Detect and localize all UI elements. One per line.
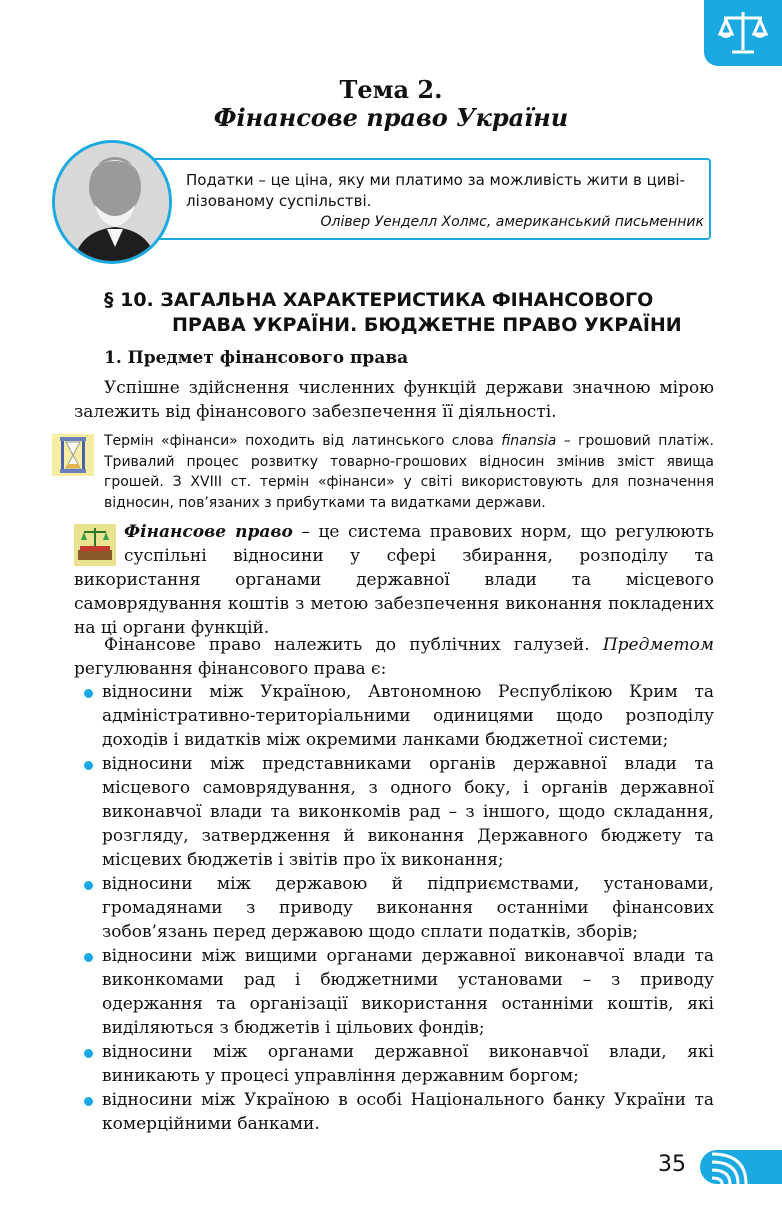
subject-pre: Фінансове право належить до публічних галузей. (104, 635, 603, 655)
bullet-dot-icon (84, 1049, 93, 1058)
info-note-pre: Термін «фінанси» походить від латинського слова (104, 433, 502, 449)
epigraph-author: Олівер Уенделл Холмс, американський письменник (320, 214, 704, 230)
list-item: відносини між представниками органів державної влади та місцевого самоврядування, з одного боку, і органів державної виконавчої влади та виконкомів рад – з іншого, щодо складання, розгляду, затвердження й виконання Державного бюджету та місцевих бюджетів і звітів про їх виконання; (78, 752, 714, 872)
subject-paragraph (74, 633, 714, 681)
list-item: відносини між вищими органами державної виконавчої влади та виконкомами рад і бюджетними установами – з приводу одержання та організації використання останніми коштів, які виділяються з бюджетів і цільових фондів; (78, 944, 714, 1040)
subject-post: регулювання фінансового права є: (74, 659, 387, 679)
page-tab (700, 1150, 782, 1184)
theme-title: Тема 2. (339, 75, 443, 104)
definition-paragraph (74, 520, 714, 640)
page-number: 35 (658, 1152, 686, 1177)
epigraph-text: Податки – це ціна, яку ми платимо за можливість жити в циві-лізованому суспільстві. (186, 171, 685, 210)
author-portrait (52, 140, 172, 264)
info-note (104, 431, 714, 513)
scales-icon (716, 6, 770, 60)
list-item: відносини між державою й підприємствами, установами, громадянами з приводу виконання останніми фінансових зобов’язань перед державою щодо сплати податків, зборів; (78, 872, 714, 944)
bullet-dot-icon (84, 689, 93, 698)
info-note-post: – грошовий платіж. Тривалий процес розвитку товарно-грошових відносин змінив зміст явища грошей. З XVIII ст. термін «фінанси» у світі використовують для позначення відносин, пов’язаних з прибутками та видатками держави. (104, 433, 714, 511)
bullet-dot-icon (84, 881, 93, 890)
signal-icon (708, 1150, 758, 1184)
subject-term: Предметом (602, 635, 714, 655)
info-note-term: finansia (501, 433, 557, 449)
bullet-dot-icon (84, 761, 93, 770)
section-heading-line1: § 10. ЗАГАЛЬНА ХАРАКТЕРИСТИКА ФІНАНСОВОГО (104, 289, 654, 311)
bullet-dot-icon (84, 953, 93, 962)
theme-subtitle: Фінансове право України (213, 103, 569, 132)
intro-paragraph: Успішне здійснення численних функцій держави значною мірою залежить від фінансового забезпечення її діяльності. (74, 378, 714, 422)
list-item: відносини між Україною в особі Національного банку України та комерційними банками. (78, 1088, 714, 1136)
section-heading (104, 288, 724, 338)
list-item: відносини між органами державної виконавчої влади, які виникають у процесі управління державним боргом; (78, 1040, 714, 1088)
definition-term: Фінансове право (124, 522, 293, 542)
list-item: відносини між Україною, Автономною Республікою Крим та адміністративно-територіальними одиницями щодо розподілу доходів і видатків між окремими ланками бюджетної системи; (78, 680, 714, 752)
subject-list (78, 680, 714, 1136)
subsection-title: 1. Предмет фінансового права (104, 348, 409, 368)
definition-text: – це система правових норм, що регулюють суспільні відносини у сфері збирання, розподілу та використання органами державної влади та місцевого самоврядування коштів з метою забезпечення виконання покладених на ці органи функцій. (74, 522, 714, 638)
corner-tab (704, 0, 782, 66)
section-heading-line2: ПРАВА УКРАЇНИ. БЮДЖЕТНЕ ПРАВО УКРАЇНИ (172, 314, 682, 336)
hourglass-icon (52, 434, 94, 476)
bullet-dot-icon (84, 1097, 93, 1106)
